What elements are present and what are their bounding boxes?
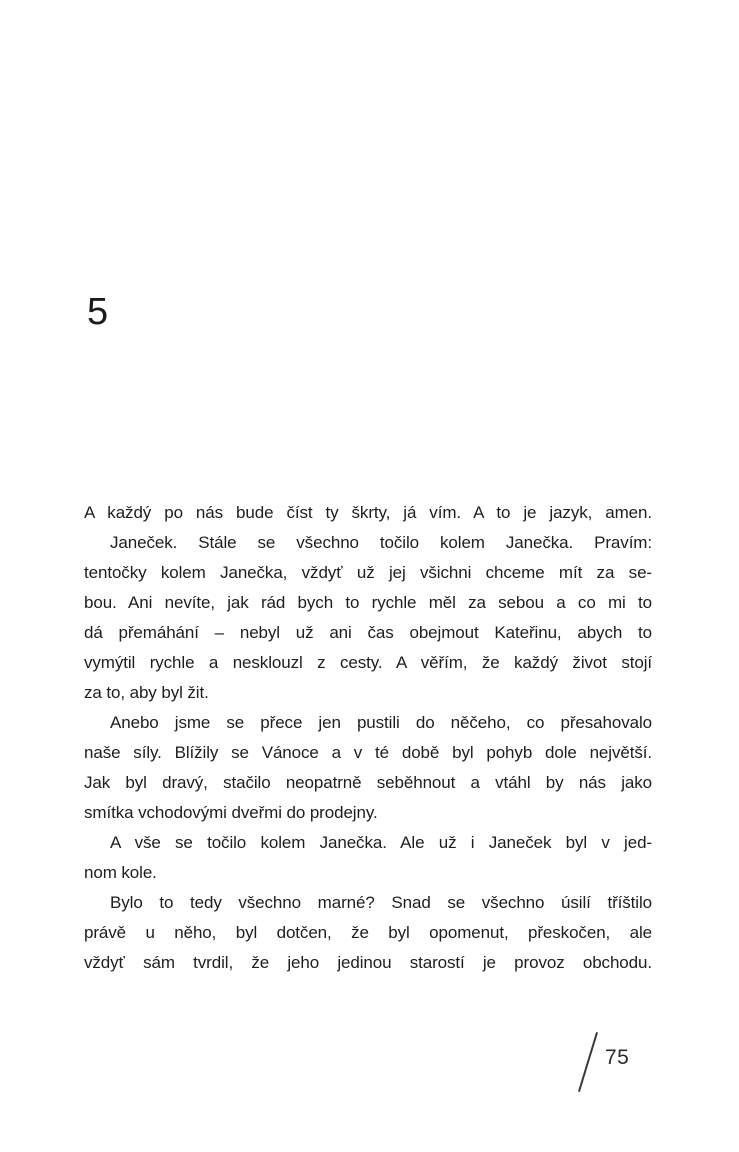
text-line: vymýtil rychle a nesklouzl z cesty. A věřím, že každý život stojí [84, 653, 652, 672]
text-line: bou. Ani nevíte, jak rád bych to rychle měl za sebou a co mi to [84, 593, 652, 612]
body-text [84, 498, 652, 978]
page-number: 75 [605, 1046, 630, 1069]
text-line: vždyť sám tvrdil, že jeho jedinou starostí je provoz obchodu. [84, 953, 652, 972]
text-line: za to, aby byl žit. [84, 683, 209, 702]
text-line: tentočky kolem Janečka, vždyť už jej všichni chceme mít za se- [84, 563, 652, 582]
text-line: Bylo to tedy všechno marné? Snad se všechno úsilí tříštilo [110, 893, 652, 912]
text-line: A vše se točilo kolem Janečka. Ale už i Janeček byl v jed- [110, 833, 652, 852]
text-line: nom kole. [84, 863, 157, 882]
text-line: A každý po nás bude číst ty škrty, já vím. A to je jazyk, amen. [84, 503, 652, 522]
text-line: naše síly. Blížily se Vánoce a v té době byl pohyb dole největší. [84, 743, 652, 762]
text-line: dá přemáhání – nebyl už ani čas obejmout Kateřinu, abych to [84, 623, 652, 642]
text-line: Anebo jsme se přece jen pustili do něčeho, co přesahovalo [110, 713, 652, 732]
slash-divider [578, 1032, 598, 1092]
chapter-number: 5 [87, 291, 109, 333]
text-line: právě u něho, byl dotčen, že byl opomenut, přeskočen, ale [84, 923, 652, 942]
text-line: smítka vchodovými dveřmi do prodejny. [84, 803, 378, 822]
text-line: Jak byl dravý, stačilo neopatrně seběhnout a vtáhl by nás jako [84, 773, 652, 792]
text-line: Janeček. Stále se všechno točilo kolem Janečka. Pravím: [110, 533, 652, 552]
